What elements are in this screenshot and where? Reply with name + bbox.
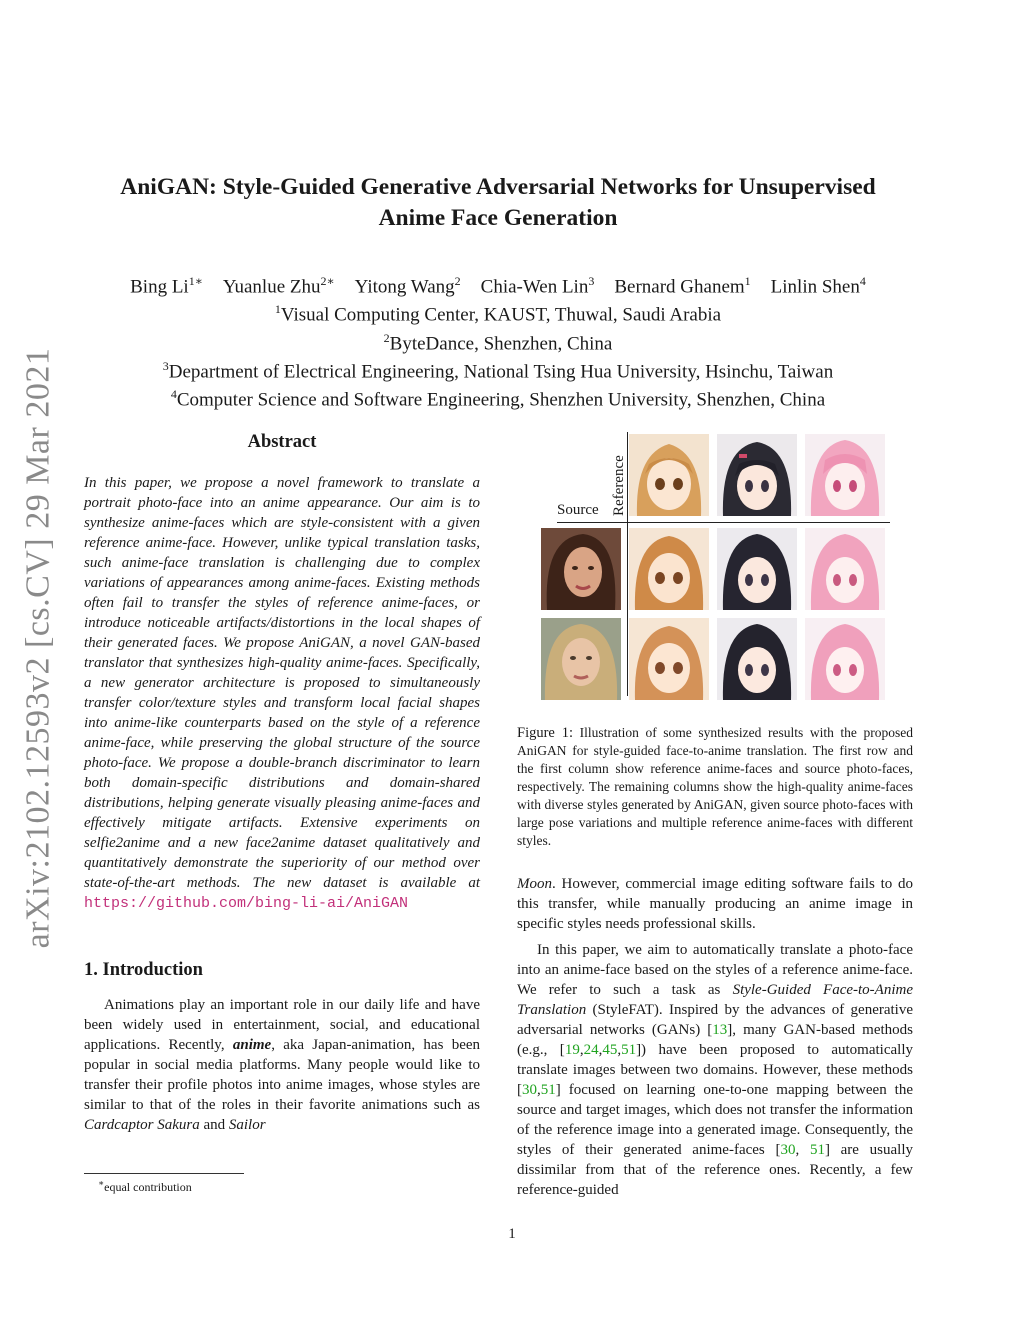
citation-link[interactable]: 13	[712, 1022, 728, 1038]
citation-link[interactable]: 51	[540, 1082, 556, 1098]
affiliation: $^3$Department of Electrical Engineering, National Tsing Hua University, Hsinchu, Taiwan	[162, 358, 834, 383]
reference-anime-face-1	[629, 434, 709, 516]
author: Linlin Shen$^4$	[770, 274, 866, 298]
page-number: 1	[508, 1226, 516, 1242]
title-line-2: Anime Face Generation	[378, 205, 618, 231]
style-fat-paragraph: In this paper, we aim to automatically translate a photo-face into an anime-face based on the styles of a reference anime-face. We refer to such a task as Style-Guided Face-to-Anime Translation (StyleFAT). Inspired by the advances of generative adversarial networks (GANs) [13], many GAN-based methods (e.g., [19,24,45,51]) have been proposed to automatically translate images between two domains. However, these methods [30,51] focused on learning one-to-one mapping between the source and target images, which does not transfer the information of the reference image into a generated image. Consequently, the styles of their generated anime-faces [30, 51] are usually dissimilar from that of the reference ones. Recently, a few reference-guided	[517, 942, 914, 1198]
generated-anime-face-2-3	[805, 618, 885, 700]
citation-link[interactable]: 19	[564, 1042, 580, 1058]
title-line-1: AniGAN: Style-Guided Generative Adversarial Networks for Unsupervised	[120, 174, 876, 200]
arxiv-identifier-text: arXiv:2102.12593v2 [cs.CV] 29 Mar 2021	[19, 347, 57, 949]
generated-anime-face-2-1	[629, 618, 709, 700]
reference-anime-face-3	[805, 434, 885, 516]
author: Yitong Wang$^2$	[354, 274, 461, 298]
dataset-link[interactable]: https://github.com/bing-li-ai/AniGAN	[84, 895, 409, 912]
reference-label: Reference	[611, 455, 627, 516]
source-photo-face-1	[541, 528, 621, 610]
footnote-rule	[84, 1173, 244, 1174]
right-column-text	[517, 874, 913, 1200]
citation-link[interactable]: 45	[602, 1042, 618, 1058]
author: Bernard Ghanem$^1$	[614, 274, 751, 298]
citation-link[interactable]: 24	[583, 1042, 599, 1058]
left-column	[84, 432, 480, 1135]
intro-paragraph: Animations play an important role in our daily life and have been widely used in entertainment, social, and educational applications. Recently, anime, aka Japan-animation, has been popular in social media platforms. Many people would like to transfer their profile photos into anime images, whose styles are similar to that of the roles in their favorite animations such as Cardcaptor Sakura and Sailor	[84, 997, 481, 1133]
continued-paragraph: Moon. However, commercial image editing software fails to do this transfer, while manually producing an anime image in specific styles needs professional skills.	[517, 876, 913, 932]
reference-anime-face-2	[717, 434, 797, 516]
abstract-paragraph: In this paper, we propose a novel framework to translate a portrait photo-face into an anime appearance. Our aim is to synthesize anime-faces which are style-consistent with a given reference anime-face. However, unlike typical translation tasks, such anime-face translation is challenging due to complex variations of appearances among anime-faces. Existing methods often fail to transfer the styles of reference anime-faces, or introduce noticeable artifacts/distortions in the local shapes of their generated faces. We propose AniGAN, a novel GAN-based translator that synthesizes high-quality anime-faces. Specifically, a new generator architecture is proposed to simultaneously transfer color/texture styles and transform local facial shapes into anime-like counterparts based on the style of a reference anime-face, while preserving the global structure of the source photo-face. We propose a double-branch discriminator to learn both domain-specific distributions and domain-shared distributions, helping generate visually pleasing anime-faces and effectively mitigate artifacts. Extensive experiments on selfie2anime and a new face2anime dataset qualitatively and quantitatively demonstrate the superiority of our method over state-of-the-art methods. The new dataset is available at https://github.com/bing-li-ai/AniGAN	[84, 475, 480, 912]
generated-anime-face-1-3	[805, 528, 885, 610]
generated-anime-face-2-2	[717, 618, 797, 700]
generated-anime-face-1-2	[717, 528, 797, 610]
source-photo-face-2	[541, 618, 621, 700]
source-label: Source	[557, 502, 599, 518]
introduction-heading: 1. Introduction	[84, 960, 203, 980]
figure-caption: Figure 1: Illustration of some synthesized results with the proposed AniGAN for style-guided face-to-anime translation. The first row and the first column show reference anime-faces and source photo-faces, respectively. The remaining columns show the high-quality anime-faces with diverse styles generated by AniGAN, given source photo-faces with large pose variations and multiple reference anime-faces with different styles.	[517, 725, 914, 848]
author-block	[80, 270, 916, 412]
author: Bing $Li^{1∗}$	[130, 274, 203, 298]
footnote: ∗equal contribution	[98, 1178, 192, 1194]
figure-image-grid	[517, 432, 913, 702]
citation-link[interactable]: 30	[780, 1142, 796, 1158]
affiliation: $^2$ByteDance, Shenzhen, China	[383, 330, 613, 354]
abstract-heading: Abstract	[247, 432, 317, 452]
author-list	[80, 270, 916, 298]
affiliation: $^4$Computer Science and Software Engineering, Shenzhen University, Shenzhen, China	[170, 387, 826, 411]
arxiv-identifier	[18, 347, 58, 949]
paper-title	[80, 172, 916, 234]
figure-horizontal-divider	[557, 522, 890, 523]
citation-link[interactable]: 51	[621, 1042, 637, 1058]
author: Yuanlue Zhu$^{2∗}$	[222, 274, 335, 298]
figure-1	[517, 432, 913, 712]
right-column	[517, 432, 913, 1200]
affiliation: $^1$Visual Computing Center, KAUST, Thuwal, Saudi Arabia	[274, 302, 722, 326]
generated-anime-face-1-1	[629, 528, 709, 610]
author: Chia-Wen Lin$^3$	[480, 274, 595, 298]
citation-link[interactable]: 51	[809, 1142, 825, 1158]
citation-link[interactable]: 30	[522, 1082, 537, 1098]
